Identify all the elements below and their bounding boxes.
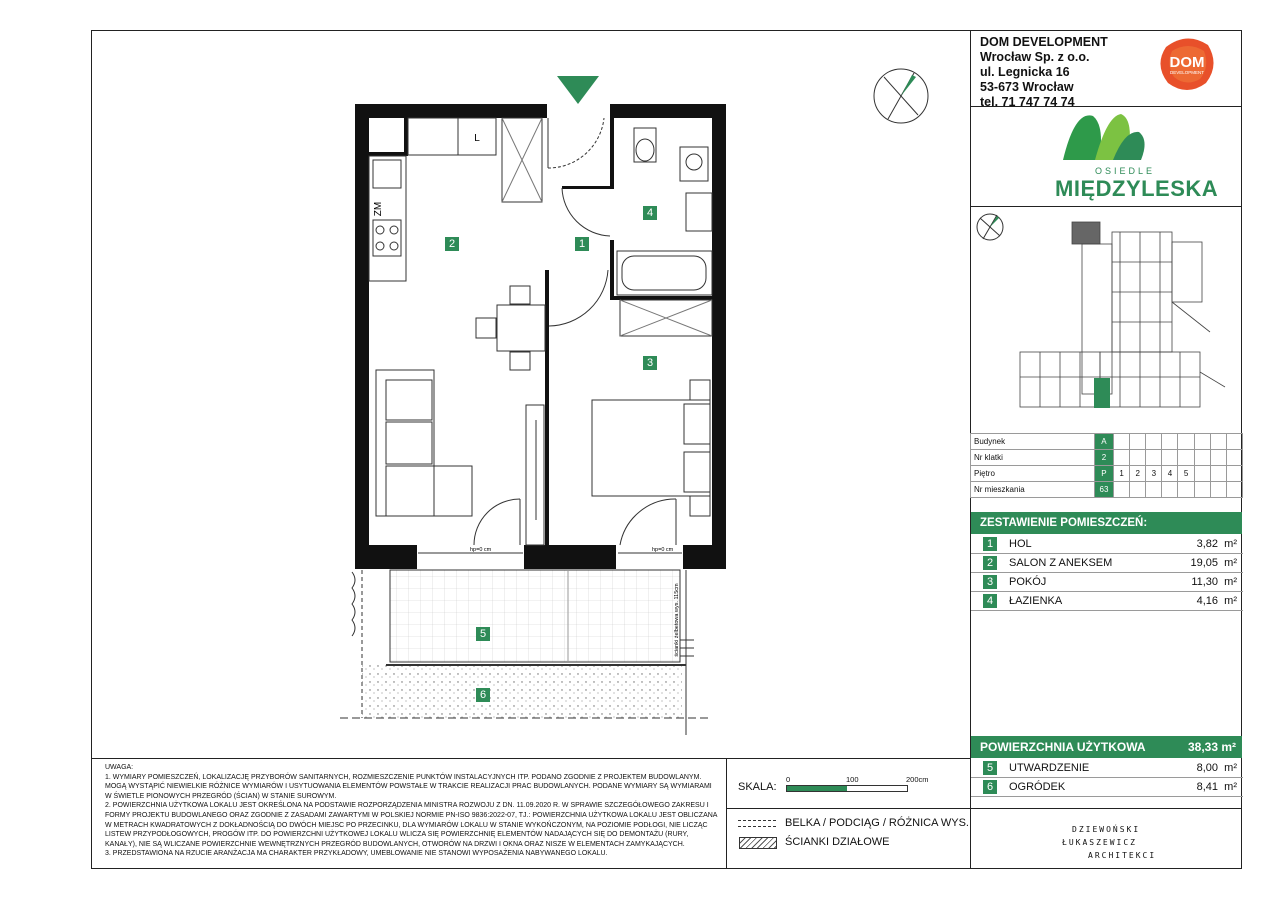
- footer-divider: [91, 758, 970, 759]
- site-plan: [1010, 212, 1232, 414]
- room-area: 3,82: [1196, 538, 1219, 550]
- room-number: 4: [983, 594, 997, 608]
- extra-row: [971, 778, 1243, 797]
- usable-area-label: POWIERZCHNIA UŻYTKOWA: [980, 740, 1146, 754]
- dom-logo-subtext: DEVELOPMENT: [1169, 70, 1205, 75]
- floor-plan: [330, 70, 730, 740]
- rooms-header: ZESTAWIENIE POMIESZCZEŃ:: [971, 512, 1242, 534]
- notes: [105, 763, 719, 859]
- note-3: 3. PRZEDSTAWIONA NA RZUCIE ARANŻACJA MA CHARAKTER PRZYKŁADOWY, UMEBLOWANIE NIE STANOWI WYPOSAŻENIA NABYWANEGO LOKALU.: [105, 850, 608, 858]
- info-value: 63: [1094, 482, 1113, 498]
- extras-list: [971, 759, 1243, 799]
- architect-line-3: ARCHITEKCI: [1088, 851, 1157, 860]
- room-label-6: 6: [476, 688, 490, 702]
- bottom-right-divider: [970, 808, 1242, 809]
- room-label-3: 3: [643, 356, 657, 370]
- company-info: [980, 35, 1108, 110]
- architect-logo: [1062, 823, 1156, 862]
- info-row: [971, 434, 1243, 450]
- note-2: 2. POWIERZCHNIA UŻYTKOWA LOKALU JEST OKREŚLONA NA PODSTAWIE ROZPORZĄDZENIA MINISTRA ROZWOJU Z DN. 11.09.2020 R. W SPRAWIE SZCZEGÓŁOWEGO ZAKRESU I FORMY PROJEKTU BUDOWLANEGO ORAZ ZGODNIE Z ZASADAMI ZAWARTYMI W POLSKIEJ NORMIE PN-ISO 9836:2022-07, TJ.: POWIERZCHNIA UŻYTKOWA LOKALU JEST OBLICZANA W METRACH KWADRATOWYCH Z DOKŁADNOŚCIĄ DO DWÓCH MIEJSC PO PRZECINKU, DLA WYMIARÓW LOKALU W STANIE WYKOŃCZONYM, NA POZIOMIE PODŁOGI, NIE LICZĄC LISTEW PRZYPODŁOGOWYCH, PROGÓW ITP. DO POWIERZCHNI UŻYTKOWEJ LOKALU WLICZA SIĘ POWIERZCHNIĘ ELEMENTÓW NADAJĄCYCH SIĘ DO DEMONTAŻU (RURY, KANAŁY), NIE SĄ WLICZANE POWIERZCHNIE WEWNĘTRZNYCH PRZEGRÓD BUDOWLANYCH, OTWORÓW NA DRZWI I OKNA ORAZ NISZE W ELEMENTACH ZAMYKAJĄCYCH.: [105, 802, 718, 848]
- info-label: Piętro: [971, 466, 1095, 482]
- room-label-1: 1: [575, 237, 589, 251]
- scale-label: SKALA:: [738, 781, 777, 793]
- extra-row: [971, 759, 1243, 778]
- extra-unit: m²: [1224, 781, 1237, 793]
- threshold-label-2: hp=0 cm: [652, 547, 674, 553]
- room-area: 4,16: [1196, 595, 1219, 607]
- room-number: 1: [983, 537, 997, 551]
- fridge-label: ZM: [373, 201, 384, 217]
- room-row: [971, 573, 1243, 592]
- extra-area: 8,41: [1196, 781, 1219, 793]
- legend-beam: BELKA / PODCIĄG / RÓŻNICA WYS.: [785, 817, 969, 829]
- scale-tick-200: 200cm: [906, 775, 929, 784]
- osiedle-label: OSIEDLE: [1094, 166, 1155, 176]
- extra-area: 8,00: [1196, 762, 1219, 774]
- beam-legend-icon: [738, 820, 776, 821]
- floor-option: 1: [1114, 466, 1130, 482]
- info-value: 2: [1094, 450, 1113, 466]
- osiedle-logo: [1055, 110, 1219, 202]
- extra-name: OGRÓDEK: [1009, 781, 1066, 793]
- room-number: 3: [983, 575, 997, 589]
- room-row: [971, 535, 1243, 554]
- room-number: 2: [983, 556, 997, 570]
- room-row: [971, 592, 1243, 611]
- room-unit: m²: [1224, 538, 1237, 550]
- rooms-list: [971, 535, 1243, 615]
- architect-line-1: DZIEWOŃSKI: [1072, 825, 1141, 834]
- floor-option: 4: [1162, 466, 1178, 482]
- site-compass-icon: [975, 212, 1005, 247]
- room-name: POKÓJ: [1009, 576, 1047, 588]
- room-label-5: 5: [476, 627, 490, 641]
- extra-number: 5: [983, 761, 997, 775]
- note-1: 1. WYMIARY POMIESZCZEŃ, LOKALIZACJĘ PRZYBORÓW SANITARNYCH, ROZMIESZCZENIE PUNKTÓW INSTALACYJNYCH ITP. PODANO ZGODNIE Z PROJEKTEM BUDOWLANYM. MOGĄ WYSTĄPIĆ NIEWIELKIE RÓŻNICE WYMIARÓW I USYTUOWANIA ELEMENTÓW POWSTAŁE W TRAKCIE REALIZACJI PRAC BUDOWLANYCH. PODANE WYMIARY SĄ WYMIARAMI W ŚWIETLE PIONOWYCH PRZEGRÓD (ŚCIAN) W STANIE SUROWYM.: [105, 773, 712, 800]
- footer-col-divider: [726, 758, 727, 869]
- room-row: [971, 554, 1243, 573]
- company-entity: Wrocław Sp. z o.o.: [980, 50, 1090, 64]
- threshold-label-1: hp=0 cm: [470, 547, 492, 553]
- company-name: DOM DEVELOPMENT: [980, 35, 1108, 49]
- company-city: 53-673 Wrocław: [980, 80, 1074, 94]
- osiedle-name: MIĘDZYLESKA: [1055, 176, 1219, 201]
- room-unit: m²: [1224, 576, 1237, 588]
- partition-legend-icon: [739, 837, 777, 849]
- scale-tick-100: 100: [846, 775, 859, 784]
- company-phone: tel. 71 747 74 74: [980, 95, 1075, 109]
- info-label: Budynek: [971, 434, 1095, 450]
- room-area: 11,30: [1191, 576, 1219, 588]
- floor-option: 5: [1178, 466, 1194, 482]
- footer-row-divider: [726, 808, 970, 809]
- extra-name: UTWARDZENIE: [1009, 762, 1090, 774]
- usable-area-value: 38,33 m²: [1187, 740, 1236, 754]
- dom-logo-text: DOM: [1169, 54, 1205, 71]
- info-table: [970, 433, 1243, 498]
- info-row: [971, 482, 1243, 498]
- room-label-4: 4: [643, 206, 657, 220]
- info-row: [971, 466, 1243, 482]
- usable-area-bar: [971, 736, 1242, 758]
- info-label: Nr mieszkania: [971, 482, 1095, 498]
- company-street: ul. Legnicka 16: [980, 65, 1070, 79]
- info-label: Nr klatki: [971, 450, 1095, 466]
- info-value: P: [1094, 466, 1113, 482]
- room-area: 19,05: [1190, 557, 1219, 569]
- info-value: A: [1094, 434, 1113, 450]
- architect-line-2: ŁUKASZEWICZ: [1062, 838, 1137, 847]
- extra-unit: m²: [1224, 762, 1237, 774]
- beam-legend-icon-2: [738, 826, 776, 827]
- scale-bar: [786, 785, 908, 792]
- dom-logo: [1158, 37, 1216, 93]
- extra-number: 6: [983, 780, 997, 794]
- compass-icon: [872, 67, 930, 130]
- floor-option: 3: [1146, 466, 1162, 482]
- scale-tick-0: 0: [786, 775, 791, 784]
- legend-partition: ŚCIANKI DZIAŁOWE: [785, 836, 890, 848]
- info-row: [971, 450, 1243, 466]
- wall-note: ścianki żelbetowa wys. 115cm: [674, 583, 680, 657]
- room-name: SALON Z ANEKSEM: [1009, 557, 1113, 569]
- floor-option: 2: [1130, 466, 1146, 482]
- room-name: ŁAZIENKA: [1009, 595, 1063, 607]
- wardrobe-label: L: [474, 133, 480, 144]
- room-unit: m²: [1224, 557, 1237, 569]
- room-name: HOL: [1009, 538, 1032, 550]
- room-unit: m²: [1224, 595, 1237, 607]
- notes-title: UWAGA:: [105, 764, 134, 771]
- room-label-2: 2: [445, 237, 459, 251]
- logo-divider: [970, 206, 1242, 207]
